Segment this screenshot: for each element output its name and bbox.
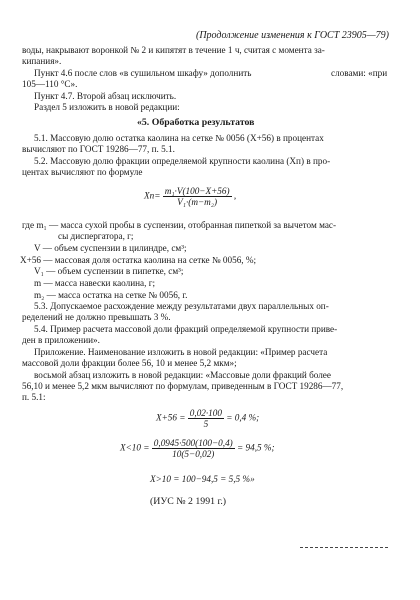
text-line: словами: «при [331,68,388,78]
formula-denominator: 5 [203,419,209,429]
legend-line: сы диспергатора, г; [58,231,134,241]
legend-line: X+56 — массовая доля остатка каолина на сетке № 0056, %; [20,255,257,265]
paragraph-5-3: ределений не должно превышать 3 %. [22,312,171,322]
formula-numerator: m₁·V(100−X+56) [164,186,230,196]
formula-fraction [163,186,232,207]
formula-lhs: Xп= [144,190,161,201]
document-header: (Продолжение изменения к ГОСТ 23905—79) [196,30,389,41]
main-formula [144,186,236,207]
paragraph-5-1: 5.1. Массовую долю остатка каолина на сетке № 0056 (X+56) в процентах [34,133,324,143]
text-line: Раздел 5 изложить в новой редакции: [34,102,180,112]
formula-numerator: 0,02·100 [189,408,222,418]
paragraph-5-1: вычисляют по ГОСТ 19286—77, п. 5.1. [22,144,175,154]
paragraph-5-4: ден в приложении». [22,335,100,345]
formula-lhs: X+56 = [156,412,186,423]
paragraph-5-4: 5.4. Пример расчета массовой доли фракций определяемой крупности приве- [34,324,338,334]
example-formula-1 [156,408,259,429]
formula-denominator: 10(5−0,02) [172,449,215,459]
example-formula-2 [120,438,275,459]
text-line: кипания». [22,56,62,66]
appendix-line: 56,10 и менее 5,2 мкм вычисляют по формулам, приведенным в ГОСТ 19286—77, [22,381,344,391]
appendix-line: п. 5.1: [22,392,46,402]
paragraph-5-2: 5.2. Массовую долю фракции определяемой крупности каолина (Xп) в про- [34,156,331,166]
text-line: 105—110 °С». [22,79,78,89]
paragraph-5-2: центах вычисляют по формуле [22,167,143,177]
text-line: Пункт 4.6 после слов «в сушильном шкафу» дополнить [34,68,252,78]
example-formula-3: X>10 = 100−94,5 = 5,5 %» [150,474,255,484]
text-line: воды, накрывают воронкой № 2 и кипятят в течение 1 ч, считая с момента за- [22,45,325,55]
legend-line: где m₁ — масса сухой пробы в суспензии, отобранная пипеткой за вычетом мас- [22,220,337,230]
legend-line: V — объем суспензии в цилиндре, см³; [34,243,187,253]
formula-end: , [233,190,237,201]
legend-line: m₂ — масса остатка на сетке № 0056, г. [34,290,188,300]
end-rule [300,547,388,548]
formula-fraction [188,408,224,429]
legend-line: m — масса навески каолина, г; [34,278,156,288]
text-line: Пункт 4.7. Второй абзац исключить. [34,91,177,101]
appendix-line: восьмой абзац изложить в новой редакции: «Массовые доли фракций более [34,370,331,380]
formula-numerator: 0,0945·500(100−0,4) [153,438,233,448]
legend-line: V₁ — объем суспензии в пипетке, см³; [34,266,184,276]
appendix-line: Приложение. Наименование изложить в новой редакции: «Пример расчета [34,347,328,357]
formula-rhs: = 0,4 %; [226,412,260,423]
appendix-line: массовой доли фракции более 56, 10 и менее 5,2 мкм»; [22,358,237,368]
formula-lhs: X<10 = [120,442,150,453]
formula-rhs: = 94,5 %; [237,442,275,453]
paragraph-5-3: 5.3. Допускаемое расхождение между результатами двух параллельных оп- [34,301,329,311]
publication-reference: (ИУС № 2 1991 г.) [150,496,227,507]
formula-fraction [152,438,235,459]
formula-denominator: V₁·(m−m₂) [177,197,218,207]
section-title: «5. Обработка результатов [137,117,255,128]
